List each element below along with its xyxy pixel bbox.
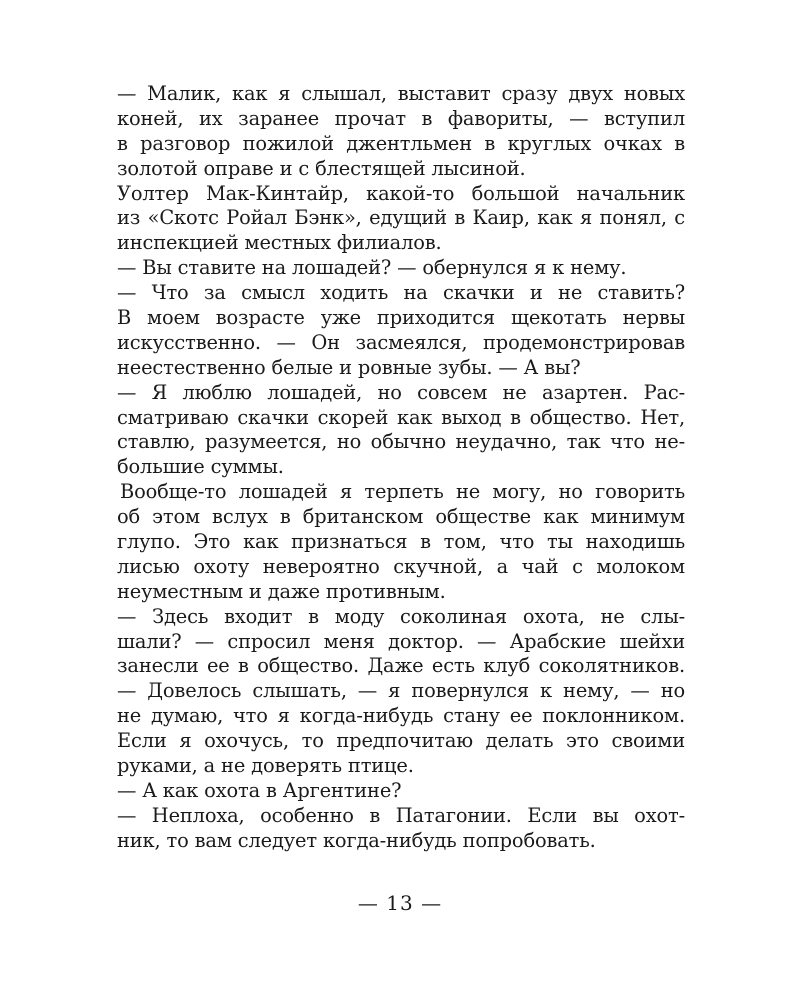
text-line: не думаю, что я когда-нибудь стану ее поклонником. [117,704,685,728]
text-line: шали? — спросил меня доктор. — Арабские шейхи [117,629,685,653]
text-line: золотой оправе и с блестящей лысиной. [117,156,526,180]
text-line: в разговор пожилой джентльмен в круглых очках в [117,131,685,155]
text-line: Вообще-то лошадей я терпеть не могу, но говорить [120,480,685,504]
text-line: ставлю, разумеется, но обычно неудачно, так что не- [117,430,685,454]
text-line: ник, то вам следует когда-нибудь попробовать. [117,828,596,852]
text-line: — Что за смысл ходить на скачки и не ставить? [117,281,685,305]
book-page-text [117,82,685,854]
text-line: занесли ее в общество. Даже есть клуб соколятников. [117,654,685,678]
text-line: — Малик, как я слышал, выставит сразу двух новых [117,82,685,105]
text-line: — А как охота в Аргентине? [117,778,402,802]
text-line: Уолтер Мак-Кинтайр, какой-то большой начальник [117,181,685,205]
text-line: искусственно. — Он засмеялся, продемонстрировав [117,330,685,354]
text-line: — Я люблю лошадей, но совсем не азартен. Рас- [117,380,685,404]
text-line: руками, а не доверять птице. [117,754,414,778]
text-line: коней, их заранее прочат в фавориты, — вступил [117,106,685,130]
text-line: — Неплоха, особенно в Патагонии. Если вы охот- [117,803,685,827]
text-line: из «Скотс Ройал Бэнк», едущий в Каир, как я понял, с [117,206,685,230]
text-line: инспекцией местных филиалов. [117,231,442,255]
text-line: глупо. Это как признаться в том, что ты находишь [117,530,685,554]
text-line: сматриваю скачки скорей как выход в общество. Нет, [117,405,685,429]
text-line: — Довелось слышать, — я повернулся к нему, — но [117,679,685,703]
text-line: неестественно белые и ровные зубы. — А вы? [117,355,581,379]
text-line: об этом вслух в британском обществе как минимум [117,505,685,529]
page-number: — 13 — [357,891,443,915]
text-line: лисью охоту невероятно скучной, а чай с молоком [117,554,685,578]
text-line: неуместным и даже противным. [117,579,446,603]
text-line: — Вы ставите на лошадей? — обернулся я к нему. [117,256,627,280]
text-line: большие суммы. [117,455,284,479]
text-line: В моем возрасте уже приходится щекотать нервы [117,306,685,330]
text-line: Если я охочусь, то предпочитаю делать это своими [117,729,685,753]
text-line: — Здесь входит в моду соколиная охота, не слы- [117,604,685,628]
